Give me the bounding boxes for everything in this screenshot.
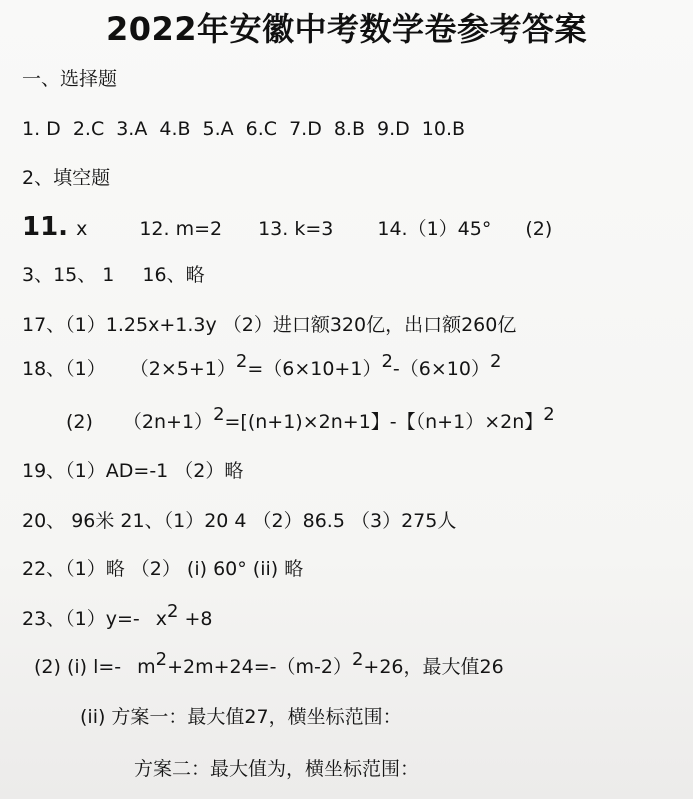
answer-23-part2-m: m xyxy=(137,656,156,678)
answer-23-part2 xyxy=(34,649,504,679)
answer-23-part2-rest: +26，最大值26 xyxy=(363,656,504,678)
exponent: 2 xyxy=(167,601,179,622)
answer-11: x xyxy=(76,218,88,240)
answer-18-part2-term-b: =[(n+1)×2n+1】-【（n+1）×2n】 xyxy=(224,411,544,433)
answer-18-part2 xyxy=(66,404,555,434)
page-title: 2022年安徽中考数学卷参考答案 xyxy=(105,10,588,48)
section-heading-multiple-choice: 一、选择题 xyxy=(22,68,118,90)
exponent: 2 xyxy=(155,649,168,670)
answer-23-x: x xyxy=(155,608,168,630)
answer-15: 3、15、 1 xyxy=(22,264,115,286)
exponent: 2 xyxy=(543,404,555,425)
answer-22: 22、（1）略 （2） (i) 60° (ii) 略 xyxy=(22,558,304,580)
answer-17: 17、（1）1.25x+1.3y （2）进口额320亿，出口额260亿 xyxy=(22,314,517,336)
answer-23-plan1: (ii) 方案一：最大值27，横坐标范围： xyxy=(80,706,402,728)
answer-23-part2-mid: +2m+24=-（m-2） xyxy=(167,656,352,678)
answer-18-term-a: （2×5+1） xyxy=(129,358,236,380)
mc-answer: 2.C xyxy=(72,118,105,140)
mc-answer: 1. D xyxy=(22,118,61,140)
mc-answer: 5.A xyxy=(202,118,234,140)
exponent: 2 xyxy=(351,649,364,670)
mc-answer: 6.C xyxy=(245,118,278,140)
mc-answer: 4.B xyxy=(159,118,191,140)
mc-answer: 10.B xyxy=(421,118,466,140)
exponent: 2 xyxy=(235,351,248,372)
answer-18-label: 18、（1） xyxy=(22,358,106,380)
answer-23-plan2: 方案二：最大值为，横坐标范围： xyxy=(134,758,420,780)
exponent: 2 xyxy=(213,404,225,425)
multiple-choice-answers xyxy=(22,117,465,141)
answer-23-rest: +8 xyxy=(184,608,213,630)
mc-answer: 9.D xyxy=(377,118,410,140)
answers-15-16 xyxy=(22,263,205,287)
answer-12: 12. m=2 xyxy=(139,218,223,240)
mc-answer: 8.B xyxy=(333,118,366,140)
section-heading-fill-blank: 2、填空题 xyxy=(22,167,111,189)
answer-16: 16、略 xyxy=(142,264,205,286)
mc-answer: 7.D xyxy=(289,118,322,140)
answer-18-part2-term-a: （2n+1） xyxy=(122,411,214,433)
answer-18-part1 xyxy=(22,351,502,381)
answer-23-part1 xyxy=(22,601,213,631)
answer-13: 13. k=3 xyxy=(258,218,334,240)
answers-20-21: 20、 96米 21、（1）20 4 （2）86.5 （3）275人 xyxy=(22,510,457,532)
answer-18-term-b: =（6×10+1） xyxy=(247,358,382,380)
answer-23-label: 23、（1）y=- xyxy=(22,608,140,630)
answer-14-part2: (2) xyxy=(525,218,553,240)
answer-18-term-c: -（6×10） xyxy=(392,358,490,380)
answer-14: 14.（1）45° xyxy=(377,218,492,240)
answer-18-part2-label: (2) xyxy=(66,411,93,433)
exponent: 2 xyxy=(381,351,393,372)
answer-19: 19、（1）AD=-1 （2）略 xyxy=(22,460,244,482)
exponent: 2 xyxy=(489,351,502,372)
mc-answer: 3.A xyxy=(116,118,148,140)
question-number-11: 11. xyxy=(22,212,69,242)
answer-23-part2-label: (2) (i) l=- xyxy=(34,656,122,678)
answers-11-14 xyxy=(22,212,552,242)
